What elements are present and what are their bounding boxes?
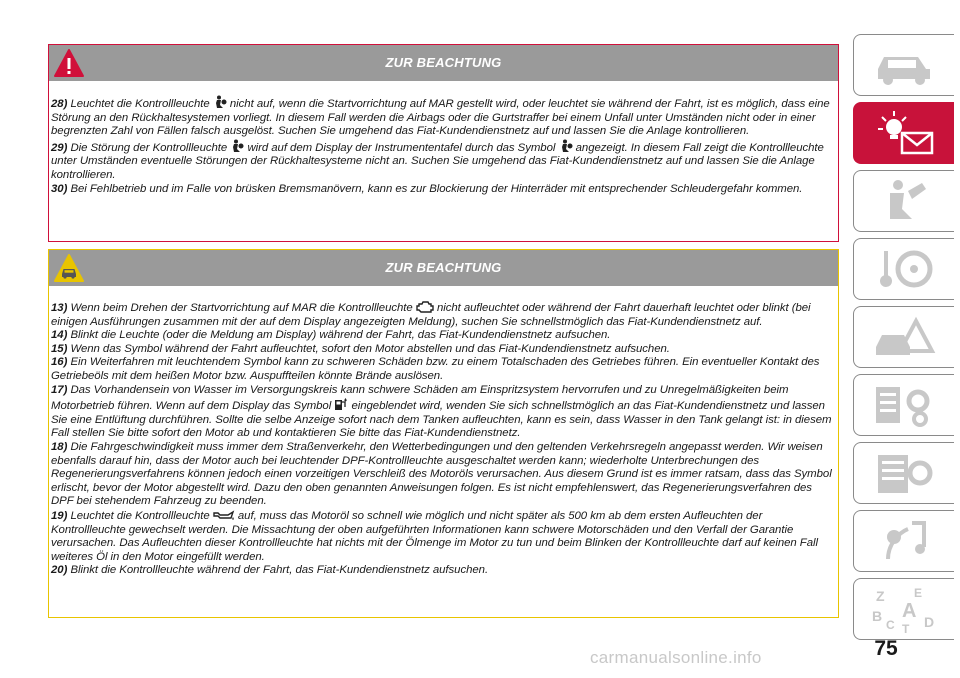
engine-warning-icon [416,300,434,313]
caution-box-content [49,300,838,578]
tab-emergency[interactable] [853,306,954,368]
note-30: 30) Bei Fehlbetrieb und im Falle von brüsken Bremsmanövern, kann es zur Blockierung der Hinterräder mit entsprechender Schleudergefahr kommen. [51,182,803,195]
oil-change-icon [213,509,235,521]
note-20: 20) Blinkt die Kontrollleuchte während der Fahrt, das Fiat-Kundendienstnetz aufsuchen. [51,564,489,577]
seat-safety-icon [868,175,940,227]
airbag-fault-icon [559,139,573,153]
tab-index[interactable] [853,578,954,640]
tab-warning-lights[interactable] [853,102,954,164]
car-icon [868,39,940,91]
note-17: 17) Das Vorhandensein von Wasser im Versorgungskreis kann schwere Schäden am Einspritzsystem hervorrufen und zu Unregelmäßigkeiten beim Motorbetrieb führen. Wenn auf dem Display das Symbol eingeblendet wird, wenden Sie sich schnellstmöglich an das Fiat-Kundendienstnetz und lassen Sie eine Entlüftung durchführen. Sollte die selbe Anzeige sofort nach dem Tanken aufleuchten, kann es sein, dass Wasser in den Tank gelangt ist: in diesem Fall stellen Sie bitte sofort den Motor ab und kontaktieren Sie bitte das Fiat-Kundendienstnetz. [51,383,832,440]
alphabetical-index-icon [868,583,940,635]
warning-box-header [49,45,838,81]
tab-technical-data[interactable] [853,442,954,504]
tab-starting-driving[interactable] [853,238,954,300]
note-13: 13) Wenn beim Drehen der Startvorrichtung auf MAR die Kontrollleuchte nicht aufleuchtet oder während der Fahrt dauerhaft leuchtet oder blinkt (bei einigen Ausführungen zusammen mit der auf dem Display angezeigten Meldung), suchen Sie schnellstmöglich das Fiat-Kundendienstnetz auf. [51,302,811,328]
note-15: 15) Wenn das Symbol während der Fahrt aufleuchtet, sofort den Motor abstellen und das Fiat-Kundendienstnetz aufsuchen. [51,342,670,355]
warning-box [48,44,839,242]
tab-multimedia[interactable] [853,510,954,572]
warning-box-title: ZUR BEACHTUNG [385,55,502,70]
svg-text:B: B [872,608,883,624]
water-in-fuel-icon [334,397,348,411]
note-18: 18) Die Fahrgeschwindigkeit muss immer dem Straßenverkehr, den Wetterbedingungen und den geltenden Verkehrsregeln angepasst werden. Wir weisen ebenfalls darauf hin, dass der Motor auch bei leuchtender DPF-Kontrollleuchte ausgeschaltet werden kann; wiederholte Unterbrechungen des Regenerierungsverfahrens können jedoch einen vorzeitigen Verschleiß des Motoröls verursachen. Aus diesem Grund ist es immer ratsam, dass das Symbol erlischt, bevor der Motor abgestellt wird. Dazu den oben genannten Anweisungen folgen. Es ist nicht empfehlenswert, das Regenerierungsverfahren des DPF bei stehendem Fahrzeug zu beenden. [51,440,832,508]
note-16: 16) Ein Weiterfahren mit leuchtendem Symbol kann zu schweren Schäden bzw. zu einem Totalschaden des Getriebes führen. Ein eventueller Kontakt des Getriebeöls mit dem heißen Motor bzw. Auspuffteilen könnte Brände auslösen. [51,356,820,382]
note-14: 14) Blinkt die Leuchte (oder die Meldung am Display) während der Fahrt, das Fiat-Kundendienstnetz aufsuchen. [51,329,611,342]
note-28: 28) Leuchtet die Kontrollleuchte nicht auf, wenn die Startvorrichtung auf MAR gestellt wird, oder leuchtet sie während der Fahrt, ist es möglich, dass eine Störung an den Rückhaltesystemen vorliegt. In diesem Fall werden die Airbags oder die Gurtstraffer bei einem Unfall unter Umständen nicht oder in einer begrenzten Zahl von Fällen falsch ausgelöst. Suchen Sie umgehend das Fiat-Kundendienstnetz auf und lassen Sie die Anlage kontrollieren. [51,95,836,139]
key-steering-icon [868,243,940,295]
watermark: carmanualsonline.info [590,648,762,667]
svg-text:D: D [924,614,935,630]
tab-safety[interactable] [853,170,954,232]
svg-text:E: E [914,586,923,600]
service-maintenance-icon [868,379,940,431]
caution-box [48,249,839,618]
technical-data-icon [868,447,940,499]
svg-text:A: A [902,600,917,622]
multimedia-icon [868,515,940,567]
warning-lights-icon [868,107,940,159]
page-number: 75 [874,637,898,660]
note-19: 19) Leuchtet die Kontrollleuchte auf, muss das Motoröl so schnell wie möglich und nicht später als 500 km ab dem ersten Aufleuchten der Kontrollleuchte gewechselt werden. Die Missachtung der oben aufgeführten Informationen kann schwere Motorschäden und den Verfall der Garantie verursachen. Das Aufleuchten dieser Kontrollleuchte hat nichts mit der Ölmenge im Motor zu tun und beim Blinken der Kontrollleuchte darf auf keinen Fall weiteres Öl in den Motor eingefüllt werden. [51,509,818,563]
airbag-warning-icon [230,139,244,153]
svg-text:Z: Z [876,588,885,604]
airbag-warning-icon [213,95,227,109]
caution-box-title: ZUR BEACHTUNG [385,260,502,275]
svg-text:C: C [886,618,895,632]
note-29: 29) Die Störung der Kontrollleuchte wird auf dem Display der Instrumententafel durch das Symbol angezeigt. In diesem Fall zeigt die Kontrollleuchte unter Umständen eventuelle Störungen der Rückhaltesysteme nicht an. Suchen Sie umgehend das Fiat-Kundendienstnetz auf und lassen Sie die Anlage kontrollieren. [51,139,836,183]
roadside-emergency-icon [868,311,940,363]
tab-maintenance[interactable] [853,374,954,436]
tab-car[interactable] [853,34,954,96]
caution-box-header [49,250,838,286]
warning-box-content [49,95,838,196]
svg-text:T: T [902,622,910,635]
